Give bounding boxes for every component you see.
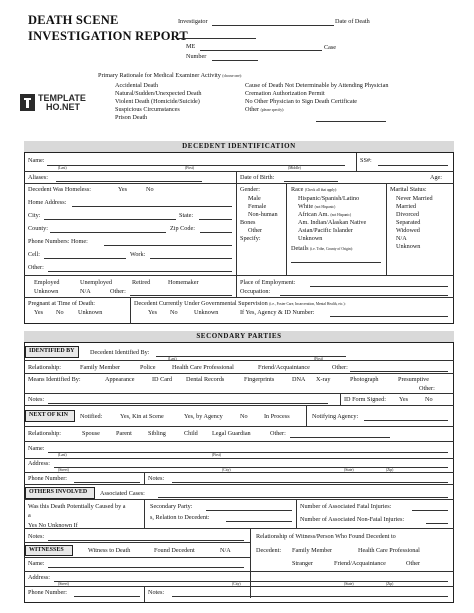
homeless-label: Decedent Was Homeless: bbox=[28, 186, 91, 193]
race-details-label: Details (i.e. Tribe, County of Origin): bbox=[291, 245, 353, 252]
number-label: Number bbox=[186, 53, 207, 60]
potentially-caused-a: a bbox=[28, 512, 31, 519]
relation-to-decedent-field[interactable] bbox=[226, 521, 292, 522]
witness-name-label: Name: bbox=[28, 560, 45, 567]
witness-to-death[interactable]: Witness to Death bbox=[88, 547, 131, 554]
race-options[interactable] bbox=[298, 195, 366, 243]
rationale-violent[interactable]: Violent Death (Homicide/Suicide) bbox=[115, 98, 200, 105]
witness-state-hint: (State) bbox=[344, 582, 354, 586]
marital-widowed[interactable]: Widowed bbox=[396, 227, 420, 234]
means-dna[interactable]: DNA bbox=[292, 376, 306, 383]
witness-phone-field[interactable] bbox=[74, 596, 140, 597]
custody-if-yes-label: If Yes, Agency & ID Number: bbox=[240, 309, 315, 316]
secondary-party-label: Secondary Party: bbox=[150, 503, 193, 510]
rel-other[interactable]: Other: bbox=[332, 364, 348, 371]
custody-yes[interactable]: Yes bbox=[148, 309, 158, 316]
employment-other-field[interactable] bbox=[130, 295, 232, 296]
kin-phone-field[interactable] bbox=[74, 482, 140, 483]
gender-other[interactable]: Other bbox=[248, 227, 263, 234]
phone-home-label: Phone Numbers: Home: bbox=[28, 238, 88, 245]
witness-zip-hint: (Zip) bbox=[386, 582, 394, 586]
rationale-cause-not-determinable[interactable]: Cause of Death Not Determinable by Attending Physician bbox=[245, 82, 389, 89]
witness-relationship-label: Relationship of Witness/Person Who Found Decedent to bbox=[256, 533, 396, 540]
form-title-line1: DEATH SCENE bbox=[28, 13, 119, 27]
employment-other[interactable]: Other: bbox=[110, 288, 126, 295]
witness-street-hint: (Street) bbox=[58, 582, 69, 586]
marital-separated[interactable]: Separated bbox=[396, 219, 421, 226]
kin-legal-guardian[interactable]: Legal Guardian bbox=[212, 430, 251, 437]
marital-unknown[interactable]: Unknown bbox=[396, 243, 421, 250]
kin-last-hint: (Last) bbox=[58, 453, 67, 457]
employment-homemaker[interactable]: Homemaker bbox=[168, 279, 199, 286]
witness-name-field[interactable] bbox=[48, 567, 244, 568]
homeless-yes[interactable]: Yes bbox=[118, 186, 128, 193]
pregnant-no[interactable]: No bbox=[56, 309, 64, 316]
gender-male[interactable]: Male bbox=[248, 195, 261, 202]
kin-street-hint: (Street) bbox=[58, 468, 69, 472]
marital-label: Marital Status: bbox=[390, 186, 427, 193]
kin-name-field[interactable] bbox=[48, 452, 448, 453]
rationale-left-list[interactable] bbox=[115, 82, 201, 122]
involved-notes-field[interactable] bbox=[48, 540, 244, 541]
rationale-suspicious[interactable]: Suspicious Circumstances bbox=[115, 106, 180, 113]
decedent-identified-by-label: Decedent Identified By: bbox=[90, 349, 150, 356]
involved-notes-label: Notes: bbox=[28, 533, 45, 540]
form-title-line2: INVESTIGATION REPORT bbox=[28, 29, 188, 43]
dob-field[interactable] bbox=[284, 181, 338, 182]
means-photograph[interactable]: Photograph bbox=[350, 376, 379, 383]
means-identified-label: Means Identified By: bbox=[28, 376, 81, 383]
zip-field[interactable] bbox=[200, 232, 232, 233]
means-appearance[interactable]: Appearance bbox=[105, 376, 135, 383]
potentially-caused-label: Was this Death Potentially Caused by a bbox=[28, 503, 126, 510]
witness-notes-label: Notes: bbox=[148, 589, 165, 596]
date-of-death-label: Date of Death bbox=[335, 18, 370, 25]
county-label: County: bbox=[28, 225, 48, 232]
name-last-hint: (Last) bbox=[58, 166, 67, 170]
aliases-field[interactable] bbox=[56, 181, 202, 182]
state-label: State: bbox=[179, 212, 194, 219]
gender-female[interactable]: Female bbox=[248, 203, 267, 210]
means-other[interactable]: Other: bbox=[419, 385, 435, 392]
place-of-employment-label: Place of Employment: bbox=[240, 279, 296, 286]
rationale-other-field[interactable] bbox=[316, 121, 386, 122]
gender-specify-label: Specify: bbox=[240, 235, 261, 242]
identifier-relationship-label: Relationship: bbox=[28, 364, 61, 371]
identification-notes-label: Notes: bbox=[28, 396, 45, 403]
cell-label: Cell: bbox=[28, 251, 41, 258]
potentially-caused-options[interactable]: Yes No Unknown If bbox=[28, 522, 78, 529]
other-phone-label: Other: bbox=[28, 264, 44, 271]
fatal-injuries-label: Number of Associated Fatal Injuries: bbox=[300, 503, 392, 510]
kin-spouse[interactable]: Spouse bbox=[82, 430, 100, 437]
witness-city-hint: (City) bbox=[232, 582, 241, 586]
kin-sibling[interactable]: Sibling bbox=[148, 430, 166, 437]
notifying-agency-field[interactable] bbox=[364, 420, 448, 421]
name-label: Name: bbox=[28, 157, 45, 164]
witness-notes-field[interactable] bbox=[172, 596, 448, 597]
nonfatal-injuries-label: Number of Associated Non-Fatal Injuries: bbox=[300, 516, 405, 523]
gender-options[interactable] bbox=[248, 195, 278, 219]
state-field[interactable] bbox=[199, 219, 232, 220]
employment-unknown[interactable]: Unknown bbox=[34, 288, 59, 295]
secondary-section-header: SECONDARY PARTIES bbox=[24, 331, 454, 343]
kin-state-hint: (State) bbox=[344, 468, 354, 472]
employment-unemployed[interactable]: Unemployed bbox=[80, 279, 112, 286]
occupation-field[interactable] bbox=[280, 295, 448, 296]
kin-other-field[interactable] bbox=[290, 437, 390, 438]
aliases-label: Aliases: bbox=[28, 174, 48, 181]
age-label: Age: bbox=[430, 174, 443, 181]
id-form-yes[interactable]: Yes bbox=[399, 396, 409, 403]
witness-address-label: Address: bbox=[28, 574, 50, 581]
wit-rel-stranger[interactable]: Stranger bbox=[292, 560, 313, 567]
name-middle-hint: (Middle) bbox=[288, 166, 301, 170]
race-am-indian[interactable]: Am. Indian/Alaskan Native bbox=[298, 219, 367, 226]
race-hispanic[interactable]: Hispanic/Spanish/Latino bbox=[298, 195, 360, 202]
marital-divorced[interactable]: Divorced bbox=[396, 211, 420, 218]
id-form-no[interactable]: No bbox=[425, 396, 433, 403]
kin-notes-label: Notes: bbox=[148, 475, 165, 482]
rel-other-field[interactable] bbox=[350, 371, 448, 372]
wit-rel-friend[interactable]: Friend/Acquaintance bbox=[334, 560, 386, 567]
notified-kin-at-scene[interactable]: Yes, Kin at Scene bbox=[120, 413, 164, 420]
other-phone-field[interactable] bbox=[48, 271, 232, 272]
kin-child[interactable]: Child bbox=[184, 430, 198, 437]
homeless-no[interactable]: No bbox=[146, 186, 154, 193]
marital-married[interactable]: Married bbox=[396, 203, 416, 210]
case-number-field[interactable] bbox=[212, 60, 258, 61]
kin-other[interactable]: Other: bbox=[270, 430, 286, 437]
rationale-title: Primary Rationale for Medical Examiner Activity (choose one): bbox=[98, 72, 242, 79]
wit-rel-family[interactable]: Family Member bbox=[292, 547, 333, 554]
logo-line2: HO.NET bbox=[46, 102, 81, 112]
race-asian[interactable]: Asian/Pacific Islander bbox=[298, 227, 353, 234]
notified-by-agency[interactable]: Yes, by Agency bbox=[184, 413, 223, 420]
marital-never[interactable]: Never Married bbox=[396, 195, 433, 202]
custody-unknown[interactable]: Unknown bbox=[194, 309, 219, 316]
place-of-employment-field[interactable] bbox=[310, 286, 448, 287]
associated-cases-label: Associated Cases: bbox=[100, 490, 145, 497]
relation-to-decedent-label: s, Relation to Decedent: bbox=[150, 514, 210, 521]
city-field[interactable] bbox=[44, 219, 176, 220]
rationale-no-physician[interactable]: No Other Physician to Sign Death Certificate bbox=[245, 98, 358, 105]
rationale-right-list[interactable] bbox=[245, 82, 388, 114]
pregnant-unknown[interactable]: Unknown bbox=[78, 309, 103, 316]
county-field[interactable] bbox=[50, 232, 166, 233]
nonfatal-injuries-field[interactable] bbox=[426, 523, 448, 524]
kin-parent[interactable]: Parent bbox=[116, 430, 132, 437]
identified-by-tag: IDENTIFIED BY bbox=[25, 346, 79, 358]
identified-first-hint: (First) bbox=[314, 357, 323, 361]
witness-found-decedent[interactable]: Found Decedent bbox=[154, 547, 195, 554]
means-xray[interactable]: X-ray bbox=[316, 376, 331, 383]
kin-first-hint: (First) bbox=[212, 453, 221, 457]
pregnant-yes[interactable]: Yes bbox=[34, 309, 44, 316]
means-presumptive[interactable]: Presumptive bbox=[398, 376, 429, 383]
me-label: ME bbox=[186, 43, 196, 50]
city-label: City: bbox=[28, 212, 41, 219]
witnesses-tag: WITNESSES bbox=[25, 545, 73, 556]
means-dental[interactable]: Dental Records bbox=[186, 376, 225, 383]
employment-employed[interactable]: Employed bbox=[34, 279, 60, 286]
pregnant-label: Pregnant at Time of Death: bbox=[28, 300, 96, 307]
witness-decedent-label: Decedent: bbox=[256, 547, 282, 554]
fatal-injuries-field[interactable] bbox=[412, 510, 448, 511]
me-number-field[interactable] bbox=[200, 50, 322, 51]
race-unknown[interactable]: Unknown bbox=[298, 235, 323, 242]
custody-no[interactable]: No bbox=[170, 309, 178, 316]
id-form-signed-label: ID Form Signed: bbox=[344, 396, 386, 403]
gender-nonhuman[interactable]: Non-human bbox=[248, 211, 278, 218]
gender-bones[interactable]: Bones bbox=[240, 219, 256, 226]
dob-label: Date of Birth: bbox=[240, 174, 275, 181]
others-involved-tag: OTHERS INVOLVED bbox=[25, 487, 95, 499]
marital-na[interactable]: N/A bbox=[396, 235, 407, 242]
means-id-card[interactable]: ID Card bbox=[152, 376, 173, 383]
name-first-hint: (First) bbox=[185, 166, 194, 170]
notified-label: Notified: bbox=[80, 413, 103, 420]
home-address-field[interactable] bbox=[72, 206, 232, 207]
witness-na[interactable]: N/A bbox=[220, 547, 231, 554]
rel-police[interactable]: Police bbox=[140, 364, 156, 371]
decedent-section-header: DECEDENT IDENTIFICATION bbox=[24, 141, 454, 153]
zip-label: Zip Code: bbox=[170, 225, 195, 232]
marital-options[interactable] bbox=[396, 195, 433, 251]
rel-healthcare[interactable]: Health Care Professional bbox=[172, 364, 234, 371]
kin-relationship-label: Relationship: bbox=[28, 430, 61, 437]
rel-family[interactable]: Family Member bbox=[80, 364, 121, 371]
gender-label: Gender: bbox=[240, 186, 260, 193]
race-label: Race (Check all that apply): bbox=[291, 186, 338, 193]
logo-line1: TEMPLATE bbox=[38, 93, 86, 103]
occupation-label: Occupation: bbox=[240, 288, 271, 295]
home-address-label: Home Address: bbox=[28, 199, 67, 206]
ssn-label: SS#: bbox=[360, 157, 372, 164]
next-of-kin-tag: NEXT OF KIN bbox=[25, 410, 75, 422]
race-white[interactable]: White (not Hispanic) bbox=[298, 203, 336, 210]
custody-label: Decedent Currently Under Governmental Supervision (i.e., Foster Care, Incarceration, Mental Health, etc.): bbox=[134, 300, 346, 307]
identification-notes-field[interactable] bbox=[48, 403, 328, 404]
investigator-label: Investigator bbox=[178, 18, 208, 25]
investigator-field[interactable] bbox=[212, 25, 334, 26]
phone-home-field[interactable] bbox=[104, 245, 232, 246]
work-label: Work: bbox=[130, 251, 146, 258]
kin-name-label: Name: bbox=[28, 445, 45, 452]
means-fingerprints[interactable]: Fingerprints bbox=[244, 376, 275, 383]
identified-last-hint: (Last) bbox=[168, 357, 177, 361]
work-field[interactable] bbox=[150, 258, 232, 259]
ssn-field[interactable] bbox=[378, 165, 448, 166]
rationale-prison[interactable]: Prison Death bbox=[115, 114, 148, 121]
rel-friend[interactable]: Friend/Acquaintance bbox=[258, 364, 310, 371]
rationale-other[interactable]: Other (please specify): bbox=[245, 106, 285, 113]
kin-phone-label: Phone Number: bbox=[28, 475, 68, 482]
employment-na[interactable]: N/A bbox=[80, 288, 91, 295]
secondary-party-field[interactable] bbox=[206, 510, 292, 511]
custody-agency-field[interactable] bbox=[330, 316, 448, 317]
kin-city-hint: (City) bbox=[222, 468, 231, 472]
kin-zip-hint: (Zip) bbox=[386, 468, 394, 472]
rationale-natural[interactable]: Natural/Sudden/Unexpected Death bbox=[115, 90, 202, 97]
associated-cases-field[interactable] bbox=[158, 497, 448, 498]
cell-field[interactable] bbox=[44, 258, 126, 259]
kin-address-label: Address: bbox=[28, 460, 50, 467]
wit-rel-healthcare[interactable]: Health Care Professional bbox=[358, 547, 420, 554]
date-of-death-field[interactable] bbox=[178, 38, 256, 39]
case-label: Case bbox=[324, 44, 337, 51]
race-african-am[interactable]: African Am. (not Hispanic) bbox=[298, 211, 352, 218]
notifying-agency-label: Notifying Agency: bbox=[312, 413, 359, 420]
notified-in-process[interactable]: In Process bbox=[264, 413, 290, 420]
rationale-cremation[interactable]: Cremation Authorization Permit bbox=[245, 90, 325, 97]
race-details-field[interactable] bbox=[291, 262, 381, 263]
logo-icon bbox=[20, 94, 36, 112]
witness-phone-label: Phone Number: bbox=[28, 589, 68, 596]
notified-no[interactable]: No bbox=[240, 413, 248, 420]
employment-retired[interactable]: Retired bbox=[132, 279, 151, 286]
wit-rel-other[interactable]: Other bbox=[406, 560, 421, 567]
kin-notes-field[interactable] bbox=[172, 482, 448, 483]
rationale-accidental[interactable]: Accidental Death bbox=[115, 82, 159, 89]
